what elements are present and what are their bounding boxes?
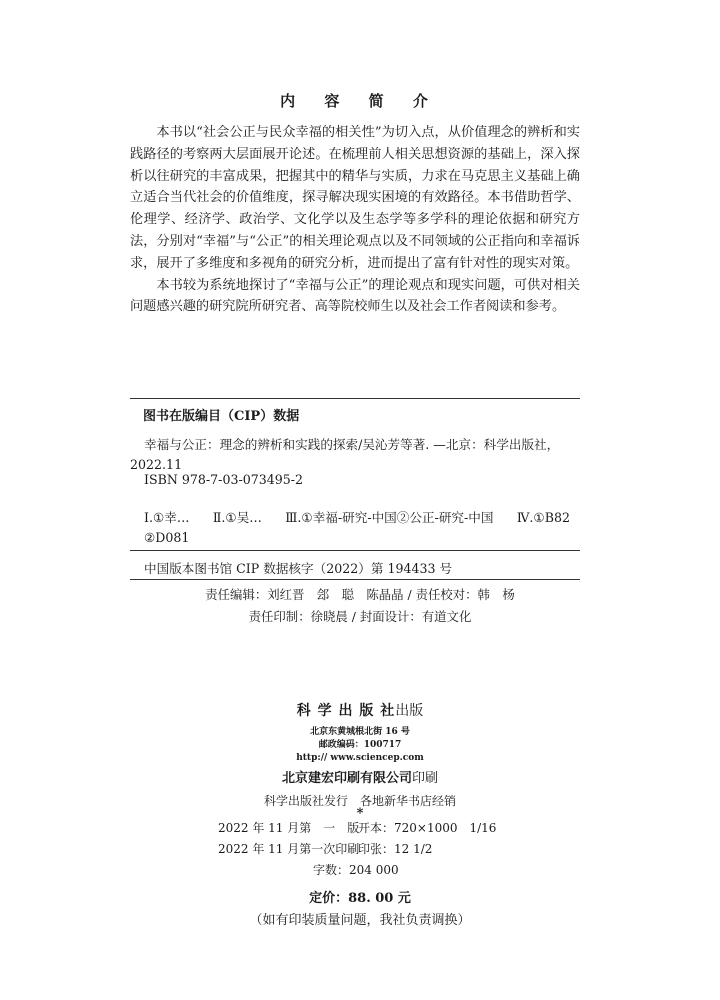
cip-class-item: Ⅲ.①幸福-研究-中国②公正-研究-中国 (285, 510, 494, 525)
printing: 2022 年 11 月第一次印刷 (218, 842, 360, 856)
print-specs (0, 818, 720, 881)
publisher (0, 700, 720, 720)
publisher-website: http:// www.sciencep.com (296, 753, 424, 763)
word-count: 字数：204 000 (313, 863, 399, 877)
format: 开本：720×1000 1/16 (358, 821, 497, 835)
cip-middle-rule (130, 550, 580, 551)
cip-class-item: Ⅱ.①吴… (212, 510, 262, 525)
publisher-suffix: 出版 (395, 703, 424, 719)
summary-title: 内 容 简 介 (280, 92, 440, 110)
cip-classification (130, 508, 570, 548)
cip-class-item: Ⅰ.①幸… (144, 510, 190, 525)
publisher-name: 科 学 出 版 社 (296, 703, 396, 719)
summary-paragraph: 本书较为系统地探讨了“幸福与公正”的理论观点和现实问题，可供对相关问题感兴趣的研究院所研究者、高等院校师生以及社会工作者阅读和参考。 (130, 277, 580, 315)
printer-suffix: 印刷 (412, 771, 439, 786)
distribution: 科学出版社发行 各地新华书店经销 (263, 794, 456, 808)
sheets: 印张：12 1/2 (358, 842, 433, 856)
cip-heading: 图书在版编目（CIP）数据 (143, 409, 300, 424)
printer (0, 767, 720, 786)
cip-class-item: Ⅳ.①B82 (516, 510, 570, 525)
editor-credits-line: 责任编辑：刘红晋 郐 聪 陈晶晶 / 责任校对：韩 杨 (205, 587, 515, 602)
summary-paragraph: 本书以“社会公正与民众幸福的相关性”为切入点，从价值理念的辨析和实践路径的考察两大层面展开论述。在梳理前人相关思想资源的基础上，深入探析以往研究的丰富成果，把握其中的精华与实质，力求在马克思主义基础上确立适合当代社会的价值维度，探寻解决现实困境的有效路径。本书借助哲学、伦理学、经济学、政治学、文化学以及生态学等多学科的理论依据和研究方法，分别对“幸福”与“公正”的相关理论观点以及不同领域的公正指向和幸福诉求，展开了多维度和多视角的研究分析，进而提出了富有针对性的现实对策。 (130, 125, 580, 271)
edition: 2022 年 11 月第 一 版 (218, 821, 360, 835)
editor-credits-line: 责任印制：徐晓晨 / 封面设计：有道文化 (248, 609, 472, 624)
price: 定价：88. 00 元 (309, 891, 411, 906)
separator-star: * (356, 806, 364, 821)
cip-isbn: ISBN 978-7-03-073495-2 (144, 472, 304, 487)
printer-name: 北京建宏印刷有限公司 (281, 771, 412, 786)
quality-notice: （如有印装质量问题，我社负责调换） (249, 913, 471, 928)
imprint-block (0, 700, 720, 928)
cip-class-continuation: ②D081 (144, 530, 190, 545)
cip-entry: 幸福与公正：理念的辨析和实践的探索/吴沁芳等著. —北京：科学出版社，2022.11 (130, 437, 560, 472)
cip-record-number: 中国版本图书馆 CIP 数据核字（2022）第 194433 号 (144, 561, 453, 576)
publisher-postcode: 邮政编码：100717 (318, 740, 402, 750)
cip-top-rule (130, 398, 580, 399)
cip-bottom-rule (130, 579, 580, 580)
editor-credits (0, 584, 720, 628)
publisher-address: 北京东黄城根北街 16 号 (310, 727, 410, 737)
summary-text (130, 122, 580, 318)
